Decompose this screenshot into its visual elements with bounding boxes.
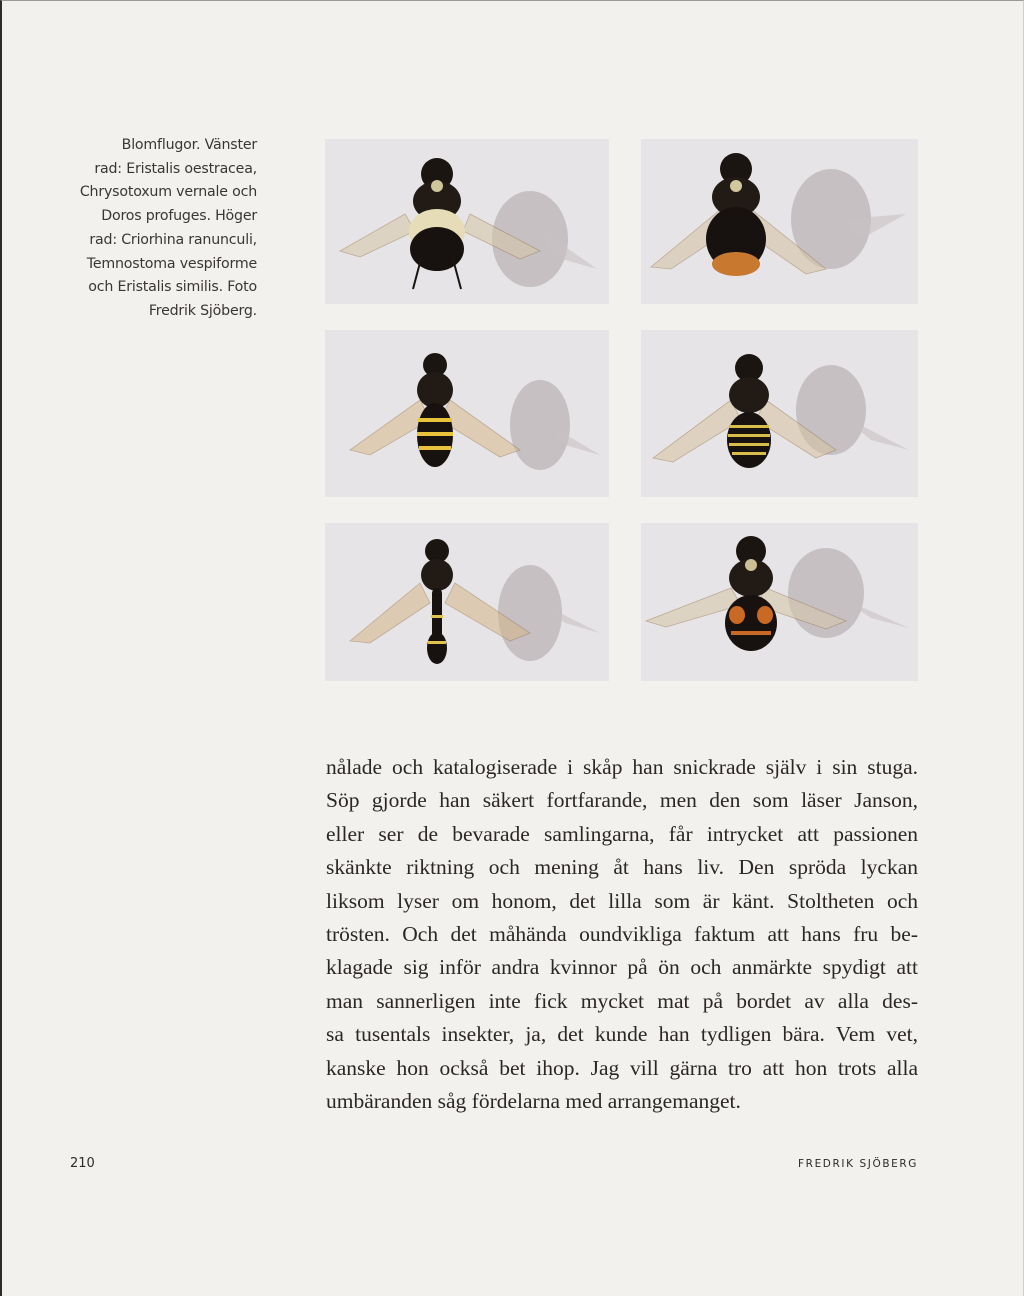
- text-line: klagade sig inför andra kvinnor på ön och anmärkte spydigt att: [326, 955, 918, 980]
- hoverfly-illustration: [641, 139, 918, 304]
- hoverfly-illustration: [641, 330, 918, 497]
- text-line: skänkte riktning och mening åt hans liv. Den spröda lyckan: [326, 855, 918, 880]
- caption-line: Temnostoma vespiforme: [86, 255, 257, 272]
- hoverfly-illustration: [325, 330, 609, 497]
- photo-doros-profuges: [325, 523, 609, 681]
- text-line: umbäranden såg fördelarna med arrangemanget.: [326, 1089, 741, 1114]
- photo-chrysotoxum-vernale: [325, 330, 609, 497]
- photo-criorhina-ranunculi: [641, 139, 918, 304]
- caption-line: Fredrik Sjöberg.: [148, 302, 257, 319]
- text-line: sa tusentals insekter, ja, det kunde han tydligen bära. Vem vet,: [326, 1022, 918, 1047]
- text-line: kanske hon också bet ihop. Jag vill gärna tro att hon trots alla: [326, 1055, 918, 1080]
- running-footer: FREDRIK SJÖBERG: [798, 1158, 918, 1170]
- hoverfly-illustration: [641, 523, 918, 681]
- photo-eristalis-oestracea: [325, 139, 609, 304]
- photo-temnostoma-vespiforme: [641, 330, 918, 497]
- photo-eristalis-similis: [641, 523, 918, 681]
- text-line: man sannerligen inte fick mycket mat på bordet av alla des-: [326, 988, 918, 1013]
- text-line: eller ser de bevarade samlingarna, får intrycket att passionen: [326, 821, 918, 846]
- body-text: [326, 751, 918, 1118]
- text-line: trösten. Och det måhända oundvikliga faktum att hans fru be-: [326, 922, 918, 947]
- text-line: liksom lyser om honom, det lilla som är känt. Stoltheten och: [326, 888, 918, 913]
- hoverfly-illustration: [325, 523, 609, 681]
- text-line: Söp gjorde han säkert fortfarande, men den som läser Janson,: [326, 788, 918, 813]
- hoverfly-illustration: [325, 139, 609, 304]
- figure-caption: [40, 134, 257, 324]
- caption-line: Chrysotoxum vernale och: [79, 184, 257, 201]
- caption-line: och Eristalis similis. Foto: [88, 279, 257, 296]
- text-line: nålade och katalogiserade i skåp han snickrade själv i sin stuga.: [326, 755, 918, 779]
- caption-line: rad: Eristalis oestracea,: [94, 160, 257, 177]
- page-number: 210: [70, 1156, 95, 1171]
- caption-line: Blomflugor. Vänster: [121, 137, 257, 153]
- caption-line: rad: Criorhina ranunculi,: [89, 231, 257, 248]
- caption-line: Doros profuges. Höger: [101, 208, 257, 225]
